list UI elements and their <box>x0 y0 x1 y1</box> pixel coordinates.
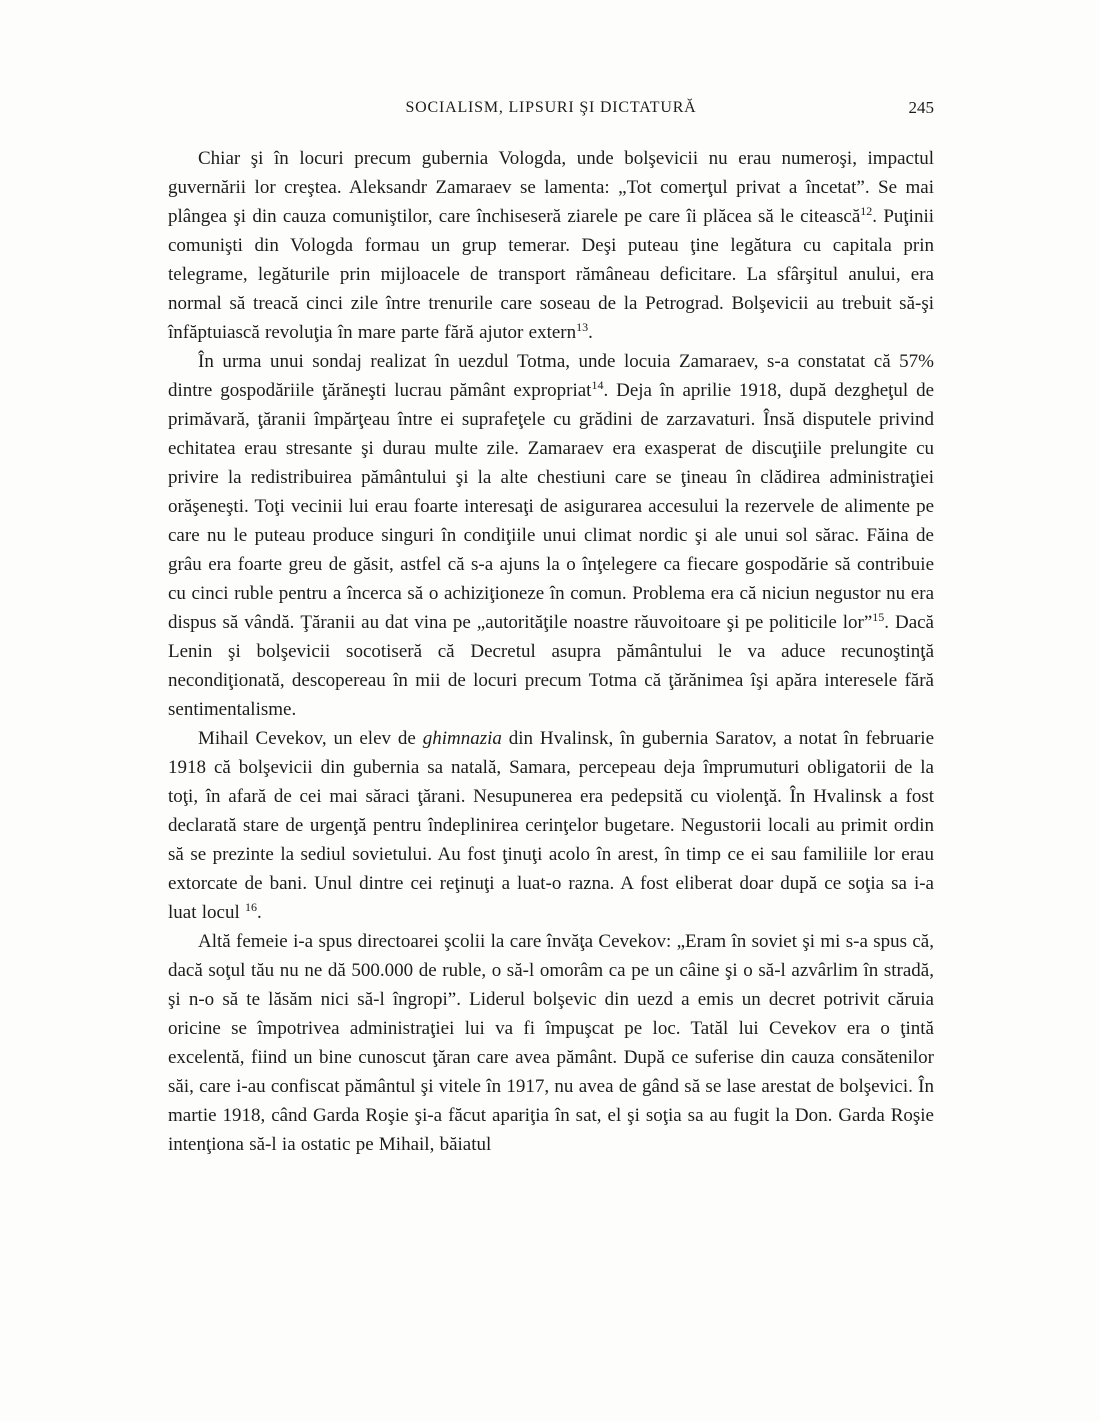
text-run: . Deja în aprilie 1918, după dezgheţul de primăvară, ţăranii împărţeau între ei suprafeţele cu grădini de zarzavaturi. Însă disputele privind echitatea erau stresante şi durau multe zile. Zamaraev era exasperat de discuţiile prelungite cu privire la redistribuirea pământului şi la alte chestiuni care se ţineau în clădirea administraţiei orăşeneşti. Toţi vecinii lui erau foarte interesaţi de asigurarea accesului la rezervele de alimente pe care nu le puteau produce singuri în condiţiile unui climat nordic şi ale unui sol sărac. Făina de grâu era foarte greu de găsit, astfel că s-a ajuns la o înţelegere ca fiecare gospodărie să contribuie cu cinci ruble pentru a încerca să o achiziţioneze în comun. Problema era că niciun negustor nu era dispus să vândă. Ţăranii au dat vina pe „autorităţile noastre răuvoitoare şi pe politicile lor” <box>168 380 935 633</box>
text-run: . Puţinii comunişti din Vologda formau un grup temerar. Deşi puteau ţine legătura cu capitala prin telegrame, legăturile prin mijloacele de transport rămâneau deficitare. La sfârşitul anului, era normal să treacă cinci zile între trenurile care soseau de la Petrograd. Bolşevicii au trebuit să-şi înfăptuiască revoluţia în mare parte fără ajutor extern <box>168 206 935 343</box>
text-run: Chiar şi în locuri precum gubernia Vologda, unde bolşevicii nu erau numeroşi, impactul guvernării lor creştea. Aleksandr Zamaraev se lamenta: „Tot comerţul privat a încetat”. Se mai plângea şi din cauza comuniştilor, care închiseseră ziarele pe care îi plăcea să le citească <box>168 148 934 227</box>
running-title: SOCIALISM, LIPSURI ŞI DICTATURĂ <box>405 99 697 116</box>
text-run: Mihail Cevekov, un elev de <box>198 728 423 749</box>
running-head <box>168 96 934 120</box>
paragraph <box>168 347 934 724</box>
page-body <box>168 144 934 1159</box>
text-run: În urma unui sondaj realizat în uezdul Totma, unde locuia Zamaraev, s-a constatat că 57% dintre gospodăriile ţărăneşti lucrau pământ expropriat <box>168 351 934 401</box>
footnote-reference: 12 <box>860 204 873 218</box>
text-run: . Dacă Lenin şi bolşevicii socotiseră că Decretul asupra pământului le va aduce recunoştinţă necondiţionată, descopereau în mii de locuri precum Totma că ţărănimea îşi apăra interesele fără sentimentalisme. <box>168 612 934 720</box>
footnote-reference: 15 <box>872 610 885 624</box>
text-run: din Hvalinsk, în gubernia Saratov, a notat în februarie 1918 că bolşevicii din gubernia sa natală, Samara, percepeau deja împrumuturi obligatorii de la toţi, în afară de cei mai săraci ţărani. Nesupunerea era pedepsită cu violenţă. În Hvalinsk a fost declarată stare de urgenţă pentru îndeplinirea cerinţelor bugetare. Negustorii locali au primit ordin să se prezinte la sediul sovietului. Au fost ţinuţi acolo în arest, în timp ce ei sau familiile lor erau extorcate de bani. Unul dintre cei reţinuţi a luat-o razna. A fost eliberat doar după ce soţia sa i-a luat locul <box>168 728 935 923</box>
italic-term: ghimnazia <box>422 728 502 749</box>
paragraph <box>168 144 934 347</box>
footnote-reference: 14 <box>591 378 604 392</box>
footnote-reference: 16 <box>244 900 257 914</box>
text-run: . <box>588 322 593 343</box>
text-run: Altă femeie i-a spus directoarei şcolii la care învăţa Cevekov: „Eram în soviet şi mi s-a spus că, dacă soţul tău nu ne dă 500.000 de ruble, o să-l omorâm ca pe un câine şi o să-l azvârlim în stradă, şi n-o să te lăsăm nici să-l îngropi”. Liderul bolşevic din uezd a emis un decret potrivit căruia oricine se împotrivea administraţiei lui va fi împuşcat pe loc. Tatăl lui Cevekov era o ţintă excelentă, fiind un bine cunoscut ţăran care avea pământ. După ce suferise din cauza consătenilor săi, care i-au confiscat pământul şi vitele în 1917, nu avea de gând să se lase arestat de bolşevici. În martie 1918, când Garda Roşie şi-a făcut apariţia în sat, el şi soţia sa au fugit la Don. Garda Roşie intenţiona să-l ia ostatic pe Mihail, băiatul <box>168 931 934 1155</box>
paragraph <box>168 724 934 927</box>
text-run: . <box>256 902 262 923</box>
footnote-reference: 13 <box>576 320 589 334</box>
page-number: 245 <box>908 98 934 117</box>
paragraph <box>168 927 934 1159</box>
